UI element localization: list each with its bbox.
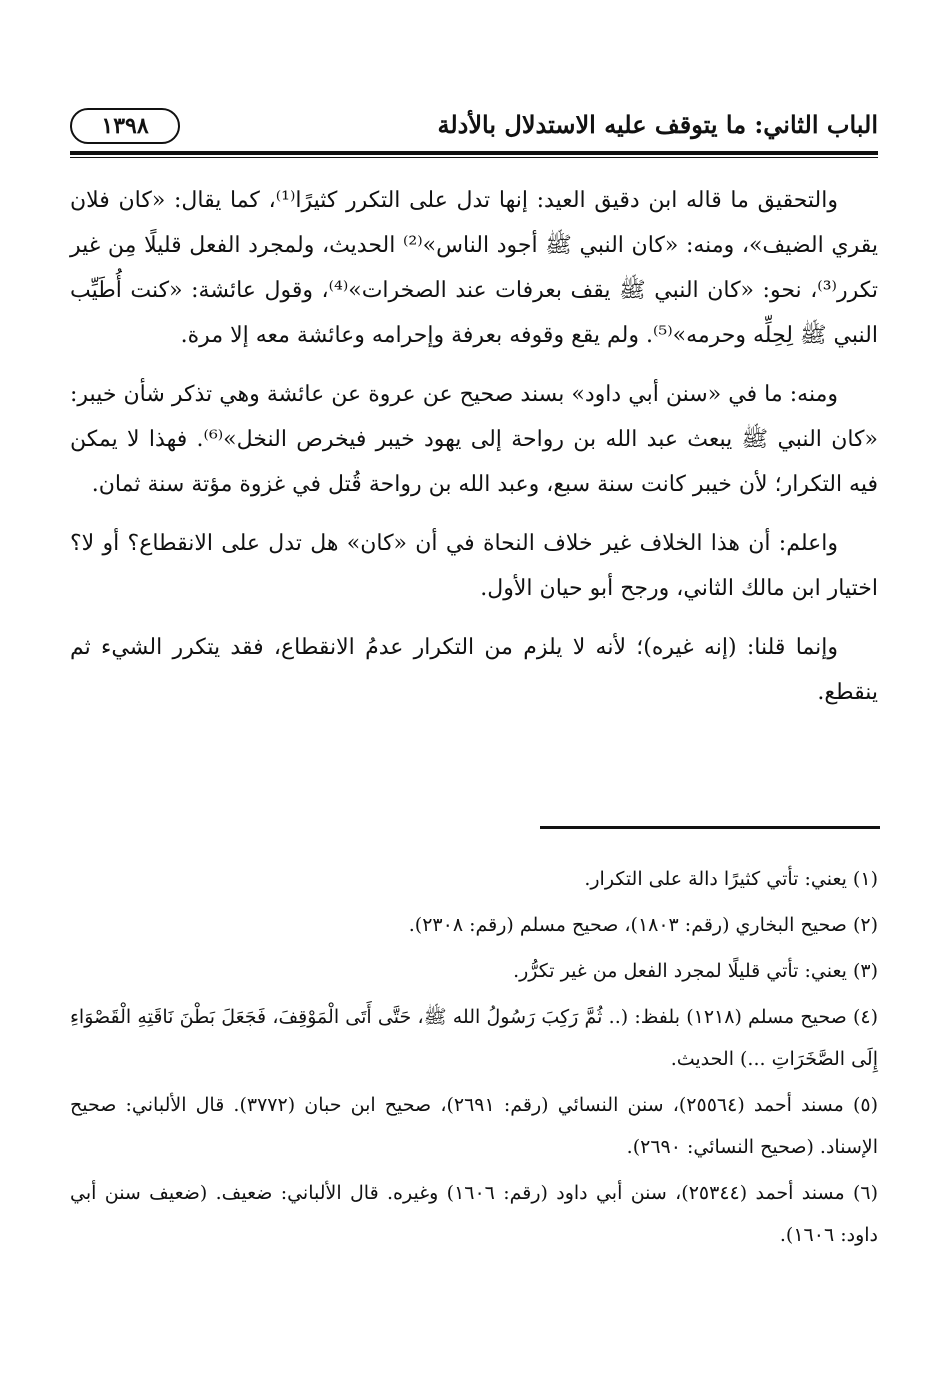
paragraph: والتحقيق ما قاله ابن دقيق العيد: إنها تدل على التكرر كثيرًا⁽¹⁾، كما يقال: «كان فلان يقري الضيف»، ومنه: «كان النبي ﷺ أجود الناس»⁽²⁾ الحديث، ولمجرد الفعل قليلًا مِن غير تكرر⁽³⁾، نحو: «كان النبي ﷺ يقف بعرفات عند الصخرات»⁽⁴⁾، وقول عائشة: «كنت أُطَيِّب النبي ﷺ لِحِلِّه وحرمه»⁽⁵⁾. ولم يقع وقوفه بعرفة وإحرامه وعائشة معه إلا مرة. xyxy=(70,188,878,348)
footnote: (٤) صحيح مسلم (١٢١٨) بلفظ: (.. ثُمَّ رَكِبَ رَسُولُ الله ﷺ، حَتَّى أَتَى الْمَوْقِفَ، فَجَعَلَ بَطْنَ نَاقَتِهِ الْقَصْوَاءِ إِلَى الصَّخَرَاتِ ...) الحديث. xyxy=(70,1006,878,1070)
footnotes xyxy=(70,858,878,1260)
paragraph: ومنه: ما في «سنن أبي داود» بسند صحيح عن عروة عن عائشة وهي تذكر شأن خيبر: «كان النبي ﷺ يبعث عبد الله بن رواحة إلى يهود خيبر فيخرص النخل»⁽⁶⁾. فهذا لا يمكن فيه التكرار؛ لأن خيبر كانت سنة سبع، وعبد الله بن رواحة قُتل في غزوة مؤتة سنة ثمان. xyxy=(70,382,878,497)
footnote: (٣) يعني: تأتي قليلًا لمجرد الفعل من غير تكرُّر. xyxy=(513,960,878,982)
header-rule-thin xyxy=(70,157,878,158)
paragraph: واعلم: أن هذا الخلاف غير خلاف النحاة في أن «كان» هل تدل على الانقطاع؟ أو لا؟ اختيار ابن مالك الثاني، ورجح أبو حيان الأول. xyxy=(70,531,878,601)
footnote: (٢) صحيح البخاري (رقم: ١٨٠٣)، صحيح مسلم (رقم: ٢٣٠٨). xyxy=(408,914,878,936)
main-text xyxy=(70,178,878,729)
footnote: (١) يعني: تأتي كثيرًا دالة على التكرار. xyxy=(584,868,878,890)
footnote: (٥) مسند أحمد (٢٥٥٦٤)، سنن النسائي (رقم: ٢٦٩١)، صحيح ابن حبان (٣٧٧٢). قال الألباني: صحيح الإسناد. (صحيح النسائي: ٢٦٩٠). xyxy=(70,1094,879,1158)
footnote: (٦) مسند أحمد (٢٥٣٤٤)، سنن أبي داود (رقم: ١٦٠٦) وغيره. قال الألباني: ضعيف. (ضعيف سنن أبي داود: ١٦٠٦). xyxy=(70,1182,879,1246)
running-title: الباب الثاني: ما يتوقف عليه الاستدلال بالأدلة xyxy=(437,110,878,139)
header-rule-thick xyxy=(70,151,878,155)
page-number-badge: ١٣٩٨ xyxy=(70,108,180,144)
footnote-separator xyxy=(540,826,880,829)
page-header xyxy=(70,104,878,152)
paragraph: وإنما قلنا: (إنه غيره)؛ لأنه لا يلزم من التكرار عدمُ الانقطاع، فقد يتكرر الشيء ثم ينقطع. xyxy=(70,635,878,705)
